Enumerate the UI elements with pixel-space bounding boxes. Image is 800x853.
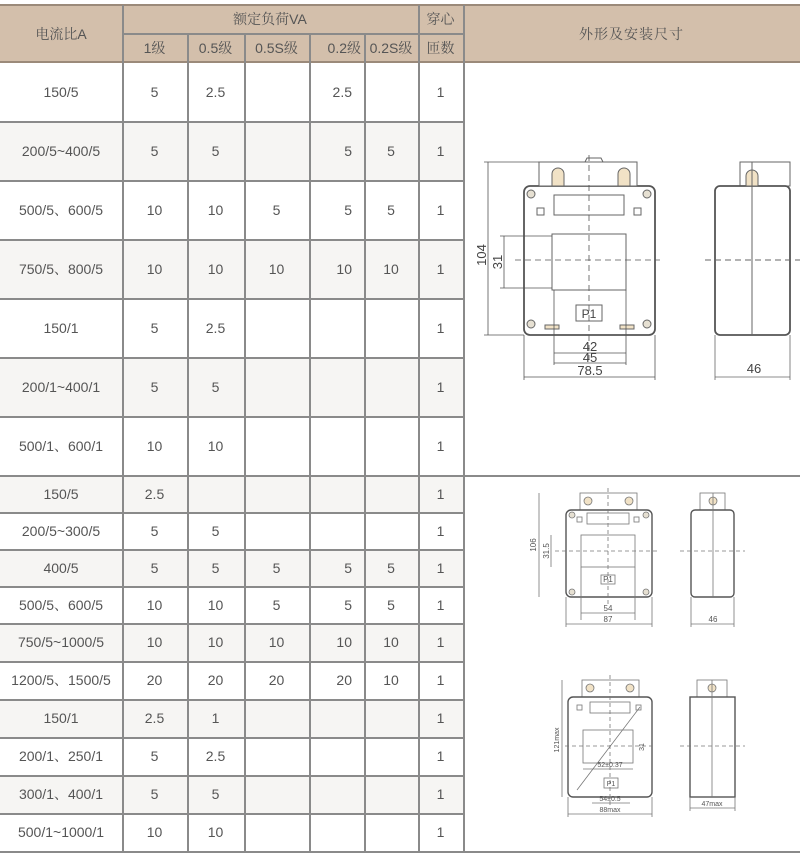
cell-turns: 1 (418, 775, 463, 813)
cell-class-0-5s (244, 775, 309, 813)
cell-class-1: 10 (146, 824, 163, 840)
cell-class-0-5: 5 (187, 549, 244, 586)
grid-line (0, 357, 463, 359)
dim-mid-1: 45 (582, 350, 598, 365)
cell-class-0-2: 2.5 (332, 83, 352, 100)
cell-class-0-2 (309, 357, 364, 416)
cell-class-0-5: 10 (207, 596, 224, 613)
cell-turns: 1 (436, 522, 445, 539)
dim-depth-1: 46 (746, 361, 762, 376)
cell-class-0-5s (244, 298, 309, 357)
dim-depth-3: 47max (701, 801, 723, 808)
cell-class-0-2s (364, 298, 418, 357)
grid-line (0, 661, 463, 663)
cell-class-1: 2.5 (122, 475, 187, 512)
cell-class-0-2 (309, 298, 364, 357)
header-dimensions: 外形及安装尺寸 (463, 5, 800, 62)
dim-window-2: 31.5 (542, 543, 551, 559)
cell-class-0-2s: 5 (364, 121, 418, 180)
cell-class-0-2s (364, 357, 418, 416)
cell-class-0-2s (364, 475, 418, 512)
cell-class-0-5s (244, 62, 309, 121)
cell-ratio: 200/5~400/5 (0, 121, 122, 180)
cell-turns: 1 (436, 672, 445, 688)
cell-class-0-5s: 5 (272, 596, 281, 613)
cell-ratio: 300/1、400/1 (0, 775, 122, 813)
cell-class-0-5s (244, 357, 309, 416)
cell-class-0-5: 20 (207, 672, 224, 688)
grid-line (0, 512, 463, 514)
header-turns-top: 穿心 (418, 5, 463, 33)
grid-line (0, 61, 800, 63)
cell-class-1: 10 (122, 623, 187, 661)
cell-class-0-5s: 20 (268, 672, 285, 688)
cell-class-1: 10 (122, 239, 187, 298)
cell-class-1: 5 (150, 319, 159, 336)
header-class-0-2: 0.2级 (309, 33, 364, 62)
cell-ratio: 200/1、250/1 (18, 748, 104, 764)
cell-class-0-5: 2.5 (205, 319, 226, 336)
cell-class-0-2s: 5 (364, 549, 418, 586)
cell-class-0-5s (244, 416, 309, 475)
cell-class-1: 5 (122, 357, 187, 416)
grid-line (0, 737, 463, 739)
cell-class-1: 5 (122, 775, 187, 813)
grid-line (418, 5, 420, 851)
grid-line (122, 5, 124, 33)
cell-class-0-5s: 10 (244, 239, 309, 298)
grid-line (0, 813, 463, 815)
dim-window-1: 31 (490, 254, 505, 270)
cell-class-0-2 (309, 475, 364, 512)
cell-class-0-5: 5 (187, 775, 244, 813)
dim-inner-1: 42 (582, 339, 598, 354)
cell-class-0-2s: 10 (364, 239, 418, 298)
cell-class-0-2 (309, 737, 364, 775)
grid-line (0, 775, 463, 777)
cell-class-0-5 (187, 475, 244, 512)
cell-class-1: 5 (150, 522, 159, 539)
grid-line (0, 699, 463, 701)
cell-class-1: 2.5 (122, 699, 187, 737)
cell-class-0-5s (244, 813, 309, 851)
drawing-1 (470, 150, 800, 390)
cell-turns: 1 (418, 239, 463, 298)
cell-turns: 1 (418, 357, 463, 416)
grid-line (244, 33, 246, 851)
cell-class-0-2 (309, 512, 364, 549)
cell-turns: 1 (418, 475, 463, 512)
cell-class-0-2: 5 (344, 201, 352, 218)
grid-line (0, 851, 800, 853)
cell-class-0-2s (364, 737, 418, 775)
cell-class-0-5: 5 (211, 522, 220, 539)
cell-class-1: 10 (146, 201, 163, 218)
cell-class-0-5s (244, 737, 309, 775)
cell-ratio: 150/1 (0, 699, 122, 737)
cell-class-1: 20 (146, 672, 163, 688)
cell-turns: 1 (436, 201, 445, 218)
cell-turns: 1 (436, 824, 445, 840)
cell-ratio: 500/1~1000/1 (17, 824, 105, 840)
cell-class-0-5: 10 (187, 623, 244, 661)
cell-class-0-2 (309, 813, 364, 851)
cell-ratio: 150/5 (43, 83, 79, 100)
grid-line (0, 623, 463, 625)
grid-line (0, 549, 463, 551)
dim-inner-2: 54 (603, 604, 613, 613)
dim-inner-3: 52±0.37 (597, 762, 623, 769)
dim-total-2: 87 (603, 615, 613, 624)
cell-class-0-5s (244, 699, 309, 737)
grid-line (0, 586, 463, 588)
cell-turns: 1 (436, 83, 445, 100)
grid-line (0, 298, 463, 300)
grid-line (0, 475, 800, 477)
cell-ratio: 500/5、600/5 (18, 201, 104, 218)
cell-class-1: 5 (122, 121, 187, 180)
cell-class-0-2s: 10 (383, 672, 399, 688)
drawing-3 (540, 665, 780, 825)
dim-total-3: 88max (599, 807, 621, 814)
grid-line (122, 33, 124, 851)
dim-height-1: 104 (474, 244, 489, 266)
grid-line (0, 239, 463, 241)
cell-class-0-2s (364, 813, 418, 851)
header-class-1: 1级 (122, 33, 187, 62)
cell-class-0-2s (364, 775, 418, 813)
cell-class-0-5: 5 (187, 357, 244, 416)
cell-turns: 1 (436, 319, 445, 336)
cell-class-0-2s (364, 416, 418, 475)
cell-class-0-2 (309, 699, 364, 737)
dim-height-2: 106 (529, 538, 538, 552)
grid-line (463, 5, 465, 851)
grid-line (187, 33, 189, 851)
cell-ratio: 750/5~1000/5 (0, 623, 122, 661)
header-class-0-5: 0.5级 (187, 33, 244, 62)
cell-class-0-2: 5 (344, 596, 352, 613)
cell-class-0-5: 2.5 (205, 748, 226, 764)
grid-line (0, 121, 463, 123)
cell-turns: 1 (418, 699, 463, 737)
cell-class-0-2: 5 (309, 549, 364, 586)
cell-ratio: 150/1 (43, 319, 79, 336)
cell-class-0-5s (244, 475, 309, 512)
cell-class-0-5s: 5 (244, 549, 309, 586)
cell-turns: 1 (418, 121, 463, 180)
cell-class-0-2 (309, 416, 364, 475)
header-rated-load: 额定负荷VA (122, 5, 418, 33)
cell-class-1: 5 (150, 748, 159, 764)
grid-line (122, 33, 463, 35)
cell-class-1: 5 (150, 83, 159, 100)
grid-line (0, 416, 463, 418)
cell-class-0-2 (309, 775, 364, 813)
cell-turns: 1 (418, 549, 463, 586)
cell-class-0-5s: 10 (244, 623, 309, 661)
cell-class-0-2s (364, 512, 418, 549)
cell-ratio: 200/5~300/5 (21, 522, 101, 539)
header-class-0-5s: 0.5S级 (244, 33, 309, 62)
dim-height-3: 121max (554, 727, 561, 753)
cell-class-0-5: 10 (187, 239, 244, 298)
cell-class-0-5: 10 (207, 824, 224, 840)
label-p1-2: P1 (603, 575, 613, 584)
cell-ratio: 500/5、600/5 (18, 596, 104, 613)
label-p1-3: P1 (606, 781, 616, 788)
grid-line (309, 33, 311, 851)
cell-class-0-2s: 5 (387, 201, 395, 218)
cell-class-1: 10 (146, 596, 163, 613)
cell-class-0-5: 1 (187, 699, 244, 737)
header-turns-bottom: 匝数 (418, 33, 463, 62)
cell-class-0-2: 10 (309, 623, 364, 661)
dim-window-3: 31 (639, 743, 646, 751)
cell-class-0-2: 10 (309, 239, 364, 298)
cell-ratio: 500/1、600/1 (18, 437, 104, 454)
dim-depth-2: 46 (708, 615, 718, 624)
cell-turns: 1 (436, 596, 445, 613)
cell-class-0-5s (244, 121, 309, 180)
cell-turns: 1 (418, 623, 463, 661)
cell-class-1: 5 (122, 549, 187, 586)
dim-mid-3: 54±0.5 (599, 796, 621, 803)
cell-class-0-5: 10 (207, 437, 224, 454)
cell-class-1: 10 (146, 437, 163, 454)
cell-class-0-2: 5 (309, 121, 364, 180)
cell-ratio: 400/5 (0, 549, 122, 586)
cell-turns: 1 (436, 437, 445, 454)
dim-total-1: 78.5 (577, 363, 603, 378)
grid-line (0, 4, 800, 6)
cell-class-0-2s: 5 (387, 596, 395, 613)
cell-ratio: 750/5、800/5 (0, 239, 122, 298)
cell-ratio: 1200/5、1500/5 (11, 672, 111, 688)
drawing-2 (520, 485, 780, 635)
cell-class-0-2s: 10 (364, 623, 418, 661)
side-view-1 (705, 162, 800, 380)
cell-class-0-5s (244, 512, 309, 549)
header-ratio: 电流比A (0, 5, 122, 62)
cell-class-0-5: 2.5 (205, 83, 226, 100)
cell-class-0-2: 20 (336, 672, 352, 688)
cell-ratio: 150/5 (0, 475, 122, 512)
grid-line (0, 180, 463, 182)
cell-class-0-5s: 5 (272, 201, 281, 218)
label-p1-1: P1 (581, 307, 597, 321)
cell-class-0-5: 5 (187, 121, 244, 180)
header-class-0-2s: 0.2S级 (364, 33, 418, 62)
cell-ratio: 200/1~400/1 (0, 357, 122, 416)
cell-class-0-5: 10 (207, 201, 224, 218)
cell-turns: 1 (436, 748, 445, 764)
cell-class-0-2s (364, 699, 418, 737)
cell-class-0-2s (364, 62, 418, 121)
grid-line (364, 33, 366, 851)
